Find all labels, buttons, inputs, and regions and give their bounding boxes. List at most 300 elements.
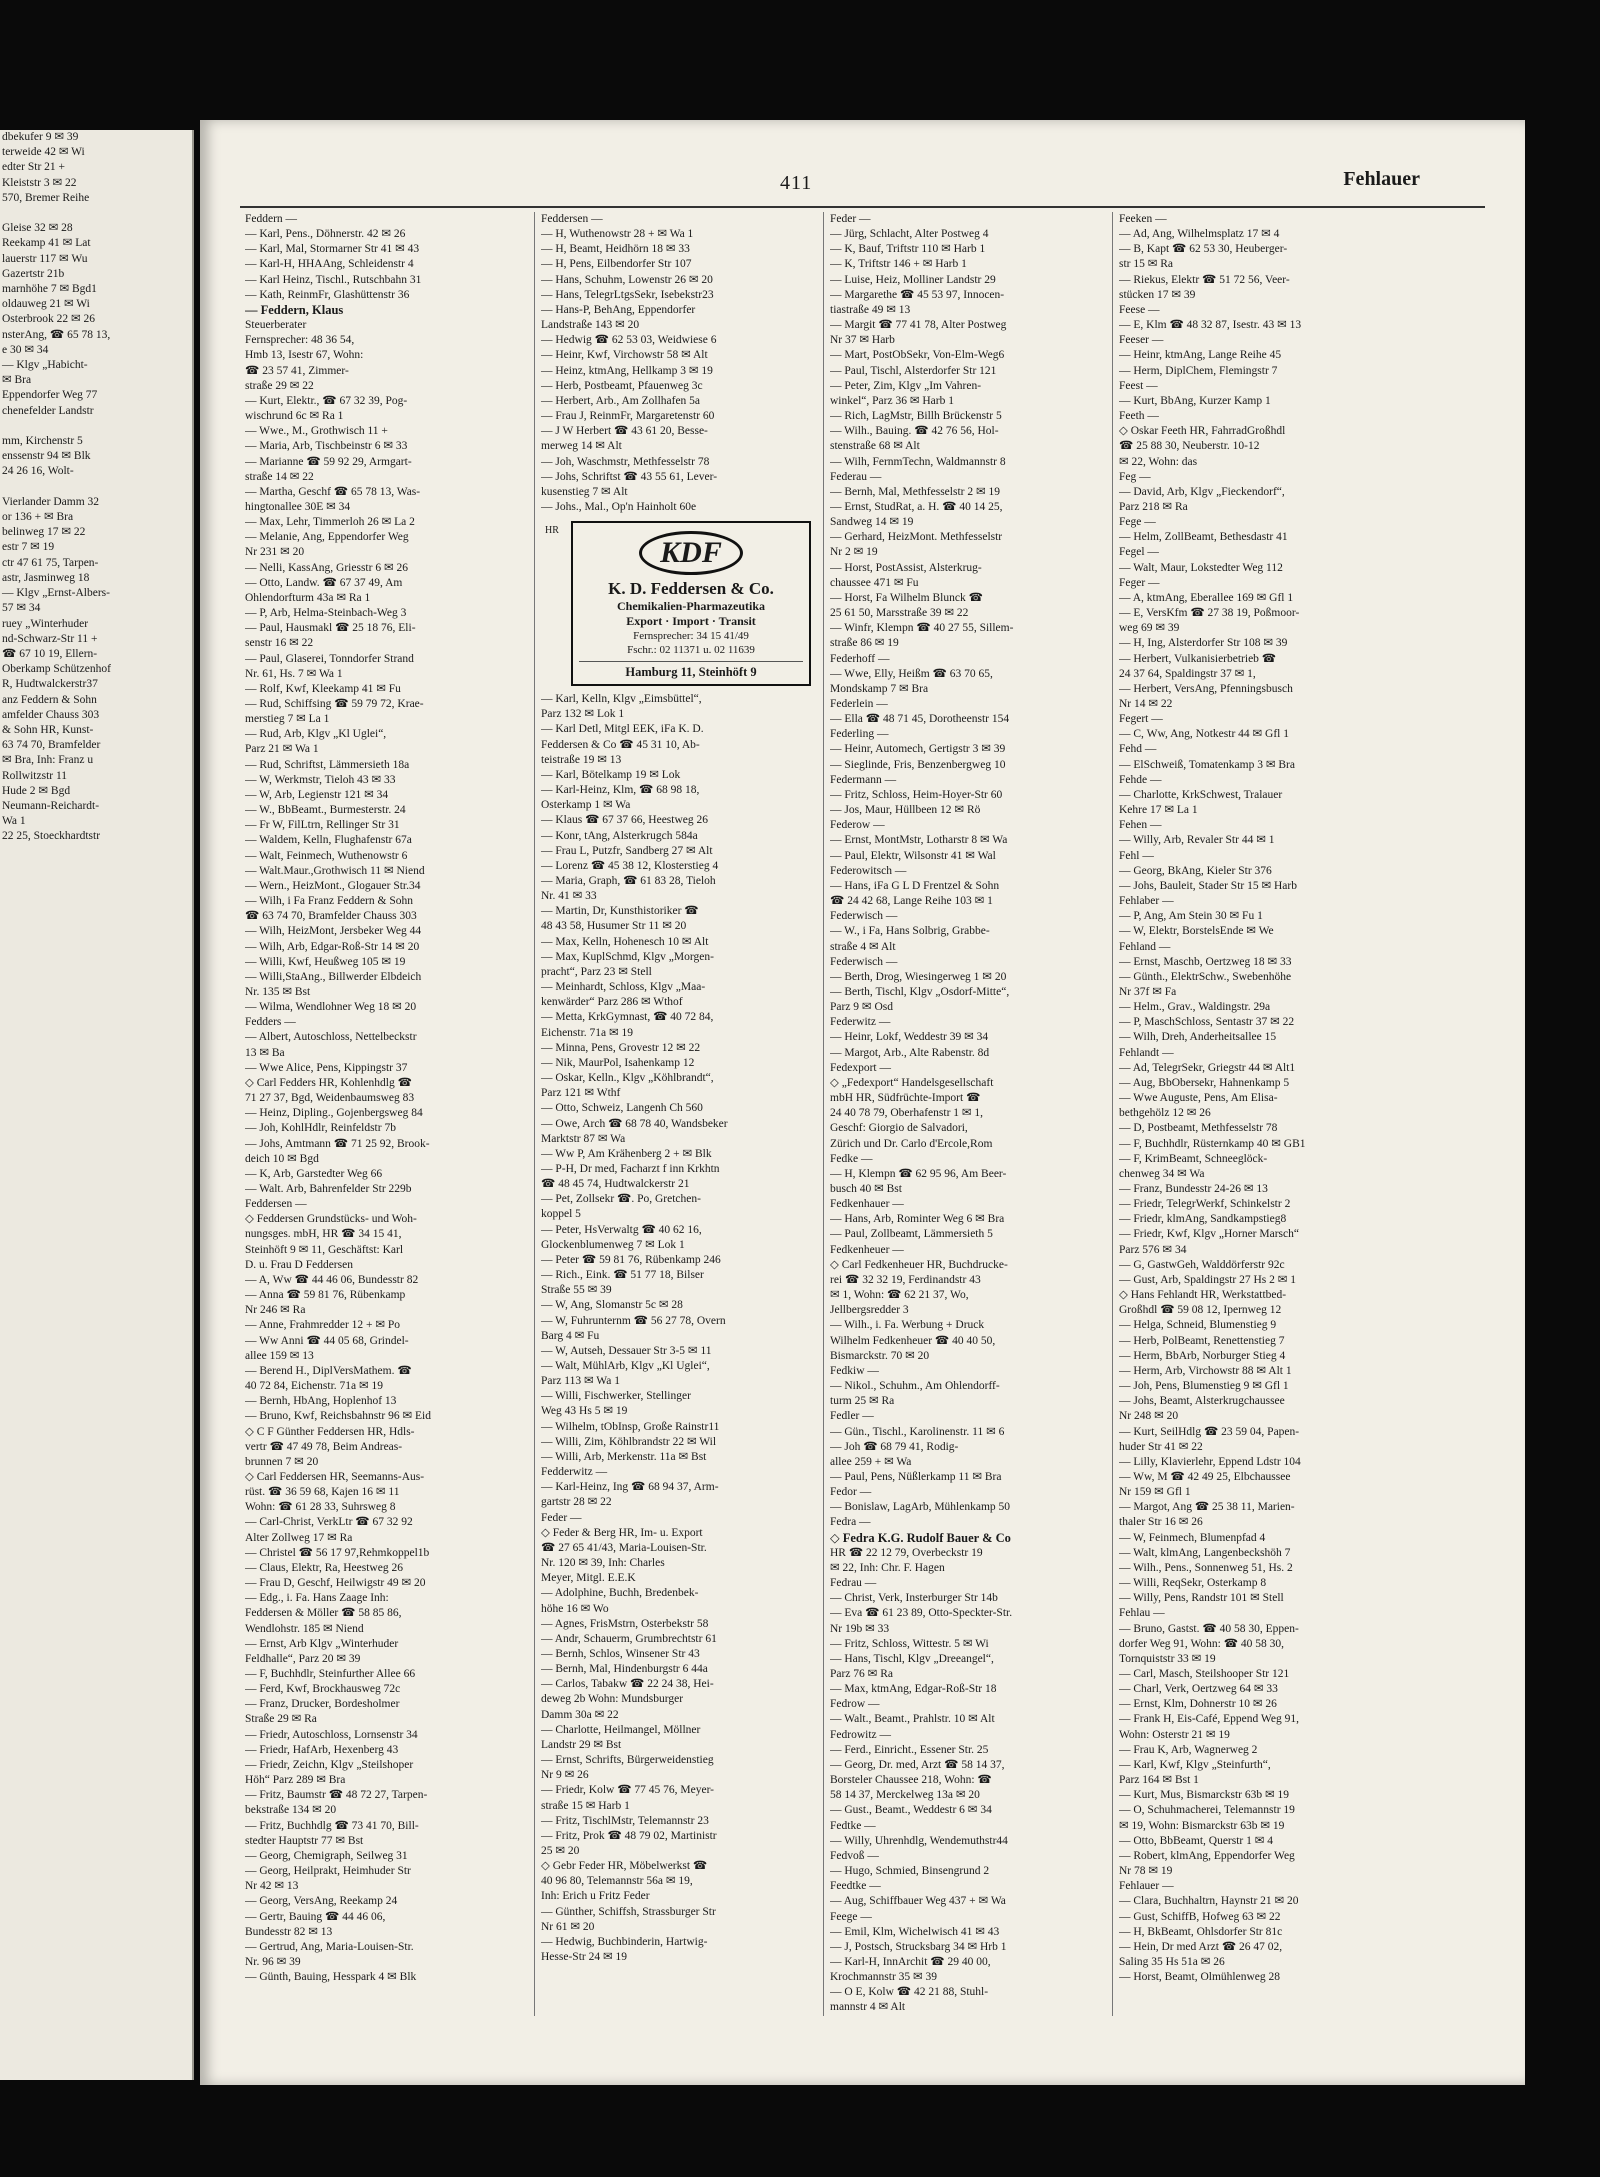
- directory-entry: — Otto, Landw. ☎ 67 37 49, Am: [245, 576, 403, 589]
- directory-entry: — Fritz, Schloss, Heim-Hoyer-Str 60: [830, 788, 1003, 801]
- directory-entry: hingtonallee 30E ✉ 34: [245, 500, 351, 513]
- left-page-line: or 136 + ✉ Bra: [2, 511, 74, 524]
- directory-entry: Feder —: [830, 213, 871, 225]
- directory-entry: — Herm, DiplChem, Flemingstr 7: [1119, 364, 1278, 377]
- directory-entry: chenweg 34 ✉ Wa: [1119, 1167, 1205, 1180]
- directory-entry: — Horst, Beamt, Olmühlenweg 28: [1119, 1971, 1280, 1984]
- directory-entry: — W, Autseh, Dessauer Str 3-5 ✉ 11: [541, 1344, 712, 1357]
- directory-entry: — Wilh, Dreh, Anderheitsallee 15: [1119, 1031, 1277, 1044]
- directory-entry: — Heinr, Automech, Gertigstr 3 ✉ 39: [830, 743, 1006, 756]
- directory-entry: — Gertr, Bauing ☎ 44 46 06,: [245, 1910, 386, 1923]
- column-2: [534, 212, 817, 2016]
- directory-entry: — Aug, BbObersekr, Hahnenkamp 5: [1119, 1076, 1290, 1089]
- directory-entry: — P, MaschSchloss, Sentastr 37 ✉ 22: [1119, 1016, 1295, 1029]
- directory-entry: — Owe, Arch ☎ 68 78 40, Wandsbeker: [541, 1117, 728, 1130]
- directory-entry: — Nelli, KassAng, Griesstr 6 ✉ 26: [245, 561, 408, 574]
- directory-entry: Federwitz —: [830, 1016, 891, 1029]
- directory-entry: 48 43 58, Husumer Str 11 ✉ 20: [541, 920, 687, 933]
- directory-entry: — Joh, Pens, Blumenstieg 9 ✉ Gfl 1: [1119, 1380, 1289, 1393]
- directory-entry: Fedkenhauer —: [830, 1198, 904, 1211]
- header-rule: [240, 206, 1485, 208]
- directory-entry: — H, Pens, Eilbendorfer Str 107: [541, 258, 692, 271]
- directory-entry: teistraße 19 ✉ 13: [541, 753, 622, 766]
- directory-entry: 24 37 64, Spaldingstr 37 ✉ 1,: [1119, 667, 1256, 680]
- directory-entry: Steuerberater: [245, 319, 307, 332]
- left-page-line: 22 25, Stoeckhardtstr: [2, 830, 101, 843]
- left-page-line: Reekamp 41 ✉ Lat: [2, 237, 91, 250]
- directory-entry: Damm 30a ✉ 22: [541, 1708, 619, 1721]
- directory-entry: Fege —: [1119, 516, 1156, 529]
- directory-entry: Nr 9 ✉ 26: [541, 1769, 589, 1782]
- directory-entry: — Rud, Schiffsing ☎ 59 79 72, Krae-: [245, 698, 424, 710]
- left-page-line: Wa 1: [2, 815, 26, 828]
- directory-entry: Nr. 120 ✉ 39, Inh: Charles: [541, 1557, 665, 1570]
- directory-entry: — Karl, Pens., Döhnerstr. 42 ✉ 26: [245, 228, 406, 241]
- directory-entry: — Willy, Arb, Revaler Str 44 ✉ 1: [1119, 834, 1275, 847]
- directory-entry: Nr 246 ✉ Ra: [245, 1304, 306, 1317]
- directory-entry: — Herbert, Arb., Am Zollhafen 5a: [541, 394, 701, 407]
- left-page-line: Hude 2 ✉ Bgd: [2, 784, 71, 797]
- directory-entry: — Anna ☎ 59 81 76, Rübenkamp: [245, 1289, 406, 1302]
- directory-entry: — Ernst, Schrifts, Bürgerweidenstieg: [541, 1754, 714, 1767]
- directory-entry: thaler Str 16 ✉ 26: [1119, 1516, 1203, 1529]
- directory-entry: Fedrau —: [830, 1577, 877, 1590]
- column-4: [1112, 212, 1395, 2016]
- directory-entry: tiastraße 49 ✉ 13: [830, 303, 911, 316]
- directory-entry: — Paul, Elektr, Wilsonstr 41 ✉ Wal: [830, 849, 996, 862]
- directory-entry: — Georg, Heilprakt, Heimhuder Str: [245, 1865, 411, 1878]
- directory-entry: — Wwe Auguste, Pens, Am Elisa-: [1119, 1092, 1278, 1105]
- directory-entry: höhe 16 ✉ Wo: [541, 1602, 609, 1615]
- directory-entry: Parz 76 ✉ Ra: [830, 1668, 893, 1680]
- directory-entry: — W, Elektr, BorstelsEnde ✉ We: [1119, 925, 1274, 938]
- directory-entry: — Paul, Zollbeamt, Lämmersieth 5: [830, 1228, 993, 1241]
- directory-entry: — Feddern, Klaus: [245, 302, 344, 317]
- directory-entry: Fernsprecher: 48 36 54,: [245, 334, 355, 347]
- directory-entry: — K, Triftstr 146 + ✉ Harb 1: [830, 258, 967, 271]
- directory-entry: — Rud, Arb, Klgv „Kl Uglei“,: [245, 728, 387, 741]
- directory-entry: ☎ 48 45 74, Hudtwalckerstr 21: [541, 1178, 690, 1191]
- directory-entry: — Günther, Schiffsh, Strassburger Str: [541, 1905, 716, 1918]
- directory-entry: — Willi, ReqSekr, Osterkamp 8: [1119, 1577, 1267, 1590]
- directory-entry: Parz 9 ✉ Osd: [830, 1001, 893, 1014]
- directory-entry: Feeth —: [1119, 410, 1159, 423]
- directory-columns: [245, 212, 1485, 2016]
- directory-entry: Saling 35 Hs 51a ✉ 26: [1119, 1955, 1225, 1968]
- directory-entry: — Paul, Pens, Nüßlerkamp 11 ✉ Bra: [830, 1470, 1002, 1483]
- directory-entry: Fehen —: [1119, 819, 1162, 832]
- directory-entry: — Johs, Amtmann ☎ 71 25 92, Brook-: [245, 1137, 430, 1150]
- directory-entry: — Hans, Tischl, Klgv „Dreeangel“,: [830, 1652, 994, 1665]
- directory-entry: — Berth, Tischl, Klgv „Osdorf-Mitte“,: [830, 985, 1010, 998]
- directory-entry: — Hein, Dr med Arzt ☎ 26 47 02,: [1119, 1940, 1283, 1953]
- directory-entry: — Karl, Kelln, Klgv „Eimsbüttel“,: [541, 693, 702, 706]
- directory-entry: allee 159 ✉ 13: [245, 1349, 314, 1362]
- directory-entry: Feddersen —: [541, 213, 603, 225]
- directory-entry: Kehre 17 ✉ La 1: [1119, 804, 1198, 817]
- directory-entry: — Wern., HeizMont., Glogauer Str.34: [245, 879, 421, 892]
- directory-entry: 40 72 84, Eichenstr. 71a ✉ 19: [245, 1380, 384, 1393]
- left-page-line: nsterAng, ☎ 65 78 13,: [2, 328, 111, 341]
- directory-entry: — Ernst, StudRat, a. H. ☎ 40 14 25,: [830, 500, 1003, 513]
- directory-entry: — Andr, Schauerm, Grumbrechtstr 61: [541, 1632, 717, 1645]
- directory-entry: — J W Herbert ☎ 43 61 20, Besse-: [541, 425, 708, 438]
- directory-entry: — F, KrimBeamt, Schneeglöck-: [1119, 1152, 1268, 1165]
- directory-entry: — Lilly, Klavierlehr, Eppend Ldstr 104: [1119, 1455, 1301, 1468]
- directory-entry: — Horst, Fa Wilhelm Blunck ☎: [830, 591, 983, 604]
- directory-entry: stenstraße 68 ✉ Alt: [830, 440, 920, 453]
- left-page-line: Neumann-Reichardt-: [2, 799, 100, 812]
- left-page-line: Oberkamp Schützenhof: [2, 663, 111, 676]
- directory-entry: — Franz, Drucker, Bordesholmer: [245, 1698, 400, 1711]
- directory-entry: — Christel ☎ 56 17 97,Rehmkoppel1b: [245, 1546, 430, 1559]
- directory-entry: — Wwe, Elly, Heißm ☎ 63 70 65,: [830, 667, 993, 680]
- directory-entry: ◇ „Fedexport“ Handelsgesellschaft: [830, 1076, 994, 1089]
- kdf-logo: KDF: [639, 531, 743, 575]
- directory-entry: — Gertrud, Ang, Maria-Louisen-Str.: [245, 1940, 414, 1953]
- directory-entry: straße 4 ✉ Alt: [830, 940, 896, 953]
- directory-entry: 71 27 37, Bgd, Weidenbaumsweg 83: [245, 1092, 415, 1105]
- directory-entry: stedter Hauptstr 77 ✉ Bst: [245, 1834, 364, 1847]
- directory-entry: — Willi, Fischwerker, Stellinger: [541, 1390, 691, 1403]
- directory-entry: — Friedr, Kolw ☎ 77 45 76, Meyer-: [541, 1784, 715, 1797]
- directory-entry: Höh“ Parz 289 ✉ Bra: [245, 1774, 346, 1787]
- directory-entry: Nr. 61, Hs. 7 ✉ Wa 1: [245, 667, 343, 680]
- directory-entry: ☎ 27 65 41/43, Maria-Louisen-Str.: [541, 1541, 707, 1554]
- directory-entry: D. u. Frau D Feddersen: [245, 1258, 353, 1271]
- directory-entry: — Fr W, FilLtrn, Rellinger Str 31: [245, 819, 400, 832]
- directory-entry: — Johs, Beamt, Alsterkrugchaussee: [1119, 1395, 1285, 1408]
- directory-entry: bethgehölz 12 ✉ 26: [1119, 1107, 1211, 1120]
- left-page-line: edter Str 21 +: [2, 161, 66, 174]
- left-page-line: belinweg 17 ✉ 22: [2, 526, 86, 539]
- directory-entry: 25 61 50, Marsstraße 39 ✉ 22: [830, 607, 969, 620]
- directory-entry: weg 69 ✉ 39: [1119, 622, 1180, 635]
- directory-entry: senstr 16 ✉ 22: [245, 637, 314, 650]
- directory-entry: — Ad, TelegrSekr, Griegstr 44 ✉ Alt1: [1119, 1061, 1296, 1074]
- directory-entry: — Rich., Eink. ☎ 51 77 18, Bilser: [541, 1269, 704, 1282]
- ad-line-1: Chemikalien-Pharmazeutika: [617, 599, 765, 614]
- directory-entry: Inh: Erich u Fritz Feder: [541, 1890, 650, 1903]
- directory-entry: — Ferd, Kwf, Brockhausweg 72c: [245, 1683, 401, 1696]
- directory-entry: — Paul, Hausmakl ☎ 25 18 76, Eli-: [245, 622, 416, 635]
- directory-entry: Zürich und Dr. Carlo d'Ercole,Rom: [830, 1137, 993, 1150]
- left-page-line: ctr 47 61 75, Tarpen-: [2, 556, 99, 569]
- directory-entry: Fedke —: [830, 1152, 873, 1165]
- directory-entry: — Bernh, Mal, Hindenburgstr 6 44a: [541, 1663, 708, 1676]
- directory-entry: — A, Ww ☎ 44 46 06, Bundesstr 82: [245, 1273, 419, 1286]
- directory-entry: Straße 29 ✉ Ra: [245, 1713, 317, 1726]
- directory-entry: — Bernh, Schlos, Winsener Str 43: [541, 1647, 700, 1660]
- left-page-line: dbekufer 9 ✉ 39: [2, 131, 79, 143]
- directory-entry: straße 29 ✉ 22: [245, 379, 314, 392]
- directory-entry: — Karl Heinz, Tischl., Rutschbahn 31: [245, 273, 422, 286]
- directory-entry: — Oskar, Kelln., Klgv „Köhlbrandt“,: [541, 1072, 714, 1085]
- directory-entry: busch 40 ✉ Bst: [830, 1183, 902, 1195]
- directory-entry: Nr 248 ✉ 20: [1119, 1410, 1179, 1423]
- directory-entry: Federau —: [830, 470, 882, 483]
- directory-entry: — Martha, Geschf ☎ 65 78 13, Was-: [245, 485, 421, 498]
- directory-entry: Feg —: [1119, 470, 1151, 483]
- left-page-line: [0, 419, 192, 434]
- directory-entry: — W., i Fa, Hans Solbrig, Grabbe-: [830, 925, 990, 938]
- directory-entry: Fegert —: [1119, 713, 1163, 726]
- directory-entry: — Wilh., Pens., Sonnenweg 51, Hs. 2: [1119, 1561, 1293, 1574]
- directory-entry: — Adolphine, Buchh, Bredenbek-: [541, 1587, 699, 1600]
- directory-entry: 25 ✉ 20: [541, 1845, 580, 1857]
- directory-entry: Federwisch —: [830, 910, 898, 923]
- directory-entry: — Carlos, Tabakw ☎ 22 24 38, Hei-: [541, 1678, 714, 1691]
- directory-entry: Feddersen —: [245, 1198, 307, 1211]
- directory-entry: — Edg., i. Fa. Hans Zaage Inh:: [245, 1592, 389, 1605]
- directory-entry: — W, Fuhrunternm ☎ 56 27 78, Overn: [541, 1314, 726, 1327]
- directory-entry: — Ernst, Maschb, Oertzweg 18 ✉ 33: [1119, 955, 1292, 968]
- directory-entry: — Hans-P, BehAng, Eppendorfer: [541, 303, 696, 316]
- directory-entry: Fedkiw —: [830, 1364, 879, 1377]
- directory-entry: — Ella ☎ 48 71 45, Dorotheenstr 154: [830, 713, 1010, 726]
- directory-entry: — W., BbBeamt., Burmesterstr. 24: [245, 804, 406, 817]
- directory-entry: — J, Postsch, Strucksbarg 34 ✉ Hrb 1: [830, 1940, 1007, 1953]
- directory-entry: Nr. 41 ✉ 33: [541, 890, 597, 903]
- directory-entry: Federlein —: [830, 698, 888, 710]
- directory-entry: — Joh, KohlHdlr, Reinfeldstr 7b: [245, 1122, 396, 1135]
- left-page-line: e 30 ✉ 34: [2, 343, 49, 356]
- directory-entry: ✉ 19, Wohn: Bismarckstr 63b ✉ 19: [1119, 1819, 1285, 1832]
- directory-entry: — Ww, M ☎ 42 49 25, Elbchaussee: [1119, 1470, 1291, 1483]
- directory-entry: — D, Postbeamt, Methfesselstr 78: [1119, 1122, 1278, 1135]
- directory-entry: — C, Ww, Ang, Notkestr 44 ✉ Gfl 1: [1119, 728, 1289, 741]
- directory-entry: Federowitsch —: [830, 864, 907, 877]
- directory-entry: — Wilh, FernmTechn, Waldmannstr 8: [830, 455, 1006, 468]
- directory-entry: Alter Zollweg 17 ✉ Ra: [245, 1531, 353, 1544]
- directory-entry: Feest —: [1119, 379, 1158, 392]
- directory-entry: ◇ Hans Fehlandt HR, Werkstattbed-: [1119, 1289, 1287, 1302]
- directory-entry: — Luise, Heiz, Molliner Landstr 29: [830, 273, 996, 286]
- directory-entry: nungsges. mbH, HR ☎ 34 15 41,: [245, 1228, 402, 1241]
- directory-entry: — Minna, Pens, Grovestr 12 ✉ 22: [541, 1041, 701, 1054]
- directory-entry: — Friedr, Kwf, Klgv „Horner Marsch“: [1119, 1228, 1299, 1241]
- directory-entry: — Helga, Schneid, Blumenstieg 9: [1119, 1319, 1277, 1332]
- directory-entry: — Ernst, Klm, Dohnerstr 10 ✉ 26: [1119, 1698, 1277, 1711]
- directory-entry: — Friedr, Zeichn, Klgv „Steilshoper: [245, 1758, 414, 1771]
- directory-entry: koppel 5: [541, 1208, 581, 1221]
- directory-entry: — Ww P, Am Krähenberg 2 + ✉ Blk: [541, 1147, 712, 1160]
- directory-entry: — H, Klempn ☎ 62 95 96, Am Beer-: [830, 1167, 1007, 1180]
- directory-entry: — Wilh., Bauing. ☎ 42 76 56, Hol-: [830, 425, 999, 438]
- directory-entry: — Fritz, Baumstr ☎ 48 72 27, Tarpen-: [245, 1789, 428, 1802]
- ad-company-name: K. D. Feddersen & Co.: [608, 579, 774, 599]
- ad-address: Hamburg 11, Steinhöft 9: [579, 661, 803, 680]
- left-page-line: 570, Bremer Reihe: [2, 191, 90, 204]
- directory-entry: pracht“, Parz 23 ✉ Stell: [541, 965, 652, 978]
- ad-phone: Fernsprecher: 34 15 41/49: [633, 630, 749, 643]
- directory-entry: — Walt., Beamt., Prahlstr. 10 ✉ Alt: [830, 1713, 995, 1726]
- directory-entry: Mondskamp 7 ✉ Bra: [830, 682, 929, 695]
- directory-entry: Nr 2 ✉ 19: [830, 546, 878, 559]
- directory-entry: — Willy, Uhrenhdlg, Wendemuthstr44: [830, 1834, 1008, 1847]
- left-page-line: terweide 42 ✉ Wi: [2, 146, 85, 159]
- column-1: [245, 212, 528, 2016]
- directory-entry: Großhdl ☎ 59 08 12, Ipernweg 12: [1119, 1304, 1282, 1317]
- directory-entry: — Karl, Mal, Stormarner Str 41 ✉ 43: [245, 243, 420, 256]
- directory-entry: — Gün., Tischl., Karolinenstr. 11 ✉ 6: [830, 1425, 1005, 1438]
- directory-entry: — Margit ☎ 77 41 78, Alter Postweg: [830, 319, 1007, 332]
- directory-entry: Feger —: [1119, 576, 1160, 589]
- directory-entry: ◇ Carl Fedkenheuer HR, Buchdrucke-: [830, 1258, 1008, 1271]
- directory-entry: 24 40 78 79, Oberhafenstr 1 ✉ 1,: [830, 1107, 984, 1120]
- directory-entry: Straße 55 ✉ 39: [541, 1284, 612, 1297]
- directory-entry: Feddersen & Möller ☎ 58 85 86,: [245, 1607, 402, 1620]
- directory-entry: Wendlohstr. 185 ✉ Niend: [245, 1622, 364, 1635]
- directory-entry: Parz 164 ✉ Bst 1: [1119, 1774, 1199, 1787]
- directory-entry: — B, Kapt ☎ 62 53 30, Heuberger-: [1119, 243, 1288, 256]
- directory-entry: — Rolf, Kwf, Kleekamp 41 ✉ Fu: [245, 682, 401, 695]
- directory-entry: Wilhelm Fedkenheuer ☎ 40 40 50,: [830, 1334, 996, 1347]
- directory-entry: — Horst, PostAssist, Alsterkrug-: [830, 561, 982, 574]
- left-page-line: ☎ 67 10 19, Ellern-: [2, 647, 98, 660]
- directory-entry: bekstraße 134 ✉ 20: [245, 1804, 337, 1817]
- directory-entry: — Bernh, Mal, Methfesselstr 2 ✉ 19: [830, 485, 1000, 498]
- directory-entry: — Heinr, Kwf, Virchowstr 58 ✉ Alt: [541, 349, 708, 362]
- directory-entry: Feedtke —: [830, 1880, 881, 1893]
- directory-entry: — K, Bauf, Triftstr 110 ✉ Harb 1: [830, 243, 986, 256]
- directory-entry: — Gust, SchiffB, Hofweg 63 ✉ 22: [1119, 1910, 1281, 1923]
- directory-entry: dorfer Weg 91, Wohn: ☎ 40 58 30,: [1119, 1637, 1285, 1650]
- directory-entry: — Wilh, HeizMont, Jersbeker Weg 44: [245, 925, 422, 938]
- directory-entry: — Frank H, Eis-Café, Eppend Weg 91,: [1119, 1713, 1299, 1726]
- directory-entry: Osterkamp 1 ✉ Wa: [541, 799, 631, 812]
- left-page-line: ✉ Bra: [2, 374, 32, 387]
- directory-entry: — Ad, Ang, Wilhelmsplatz 17 ✉ 4: [1119, 228, 1280, 241]
- directory-entry: deich 10 ✉ Bgd: [245, 1152, 319, 1165]
- directory-entry: Fedtke —: [830, 1819, 876, 1832]
- directory-entry: — Bonislaw, LagArb, Mühlenkamp 50: [830, 1501, 1011, 1514]
- left-page-line: estr 7 ✉ 19: [2, 541, 55, 554]
- directory-entry: Steinhöft 9 ✉ 11, Geschäftst: Karl: [245, 1243, 404, 1256]
- directory-entry: — Willy, Pens, Randstr 101 ✉ Stell: [1119, 1592, 1284, 1605]
- directory-entry: — Metta, KrkGymnast, ☎ 40 72 84,: [541, 1011, 714, 1024]
- directory-entry: — Hedwig, Buchbinderin, Hartwig-: [541, 1935, 708, 1948]
- directory-entry: Fedrowitz —: [830, 1728, 892, 1741]
- directory-entry: Tornquiststr 33 ✉ 19: [1119, 1652, 1216, 1665]
- directory-entry: straße 86 ✉ 19: [830, 637, 899, 650]
- directory-entry: chaussee 471 ✉ Fu: [830, 576, 919, 589]
- directory-entry: Fedra —: [830, 1516, 871, 1529]
- directory-entry: — G, GastwGeh, Walddörferstr 92c: [1119, 1258, 1285, 1271]
- directory-entry: — Bruno, Kwf, Reichsbahnstr 96 ✉ Eid: [245, 1410, 431, 1423]
- directory-entry: ◇ Oskar Feeth HR, FahrradGroßhdl: [1119, 425, 1286, 438]
- directory-entry: — Kurt, Mus, Bismarckstr 63b ✉ 19: [1119, 1789, 1289, 1802]
- left-page-line: oldauweg 21 ✉ Wi: [2, 298, 90, 311]
- directory-entry: — O E, Kolw ☎ 42 21 88, Stuhl-: [830, 1986, 989, 1999]
- directory-entry: — Walt. Arb, Bahrenfelder Str 229b: [245, 1183, 412, 1195]
- left-page-line: R, Hudtwalckerstr37: [2, 678, 98, 691]
- directory-entry: — Pet, Zollsekr ☎. Po, Gretchen-: [541, 1193, 701, 1206]
- directory-entry: — Klaus ☎ 67 37 66, Heestweg 26: [541, 814, 708, 827]
- directory-entry: — Kurt, SeilHdlg ☎ 23 59 04, Papen-: [1119, 1425, 1300, 1438]
- directory-entry: — Eva ☎ 61 23 89, Otto-Speckter-Str.: [830, 1607, 1013, 1620]
- directory-entry: Feeken —: [1119, 213, 1167, 225]
- directory-entry: — Paul, Tischl, Alsterdorfer Str 121: [830, 364, 997, 377]
- directory-entry: — Max, Lehr, Timmerloh 26 ✉ La 2: [245, 516, 415, 529]
- directory-entry: — Frau D, Geschf, Heilwigstr 49 ✉ 20: [245, 1577, 426, 1590]
- directory-entry: wischrund 6c ✉ Ra 1: [245, 410, 344, 423]
- directory-entry: Nr 37 ✉ Harb: [830, 334, 895, 347]
- left-page-line: ruey „Winterhuder: [2, 617, 89, 630]
- directory-entry: — Willi, Arb, Merkenstr. 11a ✉ Bst: [541, 1450, 707, 1463]
- directory-entry: — Peter, Zim, Klgv „Im Vahren-: [830, 379, 982, 392]
- directory-entry: — David, Arb, Klgv „Fieckendorf“,: [1119, 485, 1285, 498]
- directory-entry: Fedor —: [830, 1486, 872, 1499]
- directory-entry: ◇ Gebr Feder HR, Möbelwerkst ☎: [541, 1860, 708, 1873]
- directory-entry: — W, Ang, Slomanstr 5c ✉ 28: [541, 1299, 683, 1312]
- directory-entry: — ElSchweiß, Tomatenkamp 3 ✉ Bra: [1119, 758, 1295, 771]
- directory-entry: — Karl-H, HHAAng, Schleidenstr 4: [245, 258, 414, 271]
- directory-entry: ◇ Feder & Berg HR, Im- u. Export: [541, 1526, 703, 1539]
- directory-entry: Nr 61 ✉ 20: [541, 1920, 595, 1933]
- directory-entry: — Riekus, Elektr ☎ 51 72 56, Veer-: [1119, 273, 1290, 286]
- directory-entry: Feldhalle“, Parz 20 ✉ 39: [245, 1652, 361, 1665]
- directory-entry: ☎ 63 74 70, Bramfelder Chauss 303: [245, 910, 417, 923]
- directory-entry: Nr 42 ✉ 13: [245, 1880, 299, 1893]
- directory-entry: — E, Klm ☎ 48 32 87, Isestr. 43 ✉ 13: [1119, 319, 1302, 332]
- directory-entry: — Fritz, TischlMstr, Telemannstr 23: [541, 1814, 709, 1827]
- directory-entry: — Charl, Verk, Oertzweg 64 ✉ 33: [1119, 1683, 1278, 1696]
- directory-entry: — Friedr, Autoschloss, Lornsenstr 34: [245, 1728, 418, 1741]
- directory-entry: — Gust., Beamt., Weddestr 6 ✉ 34: [830, 1804, 992, 1817]
- directory-entry: — Gerhard, HeizMont. Methfesselstr: [830, 531, 1003, 544]
- directory-entry: — Meinhardt, Schloss, Klgv „Maa-: [541, 981, 706, 994]
- ad-side-label: HR: [545, 525, 559, 537]
- left-page-fragment: [0, 130, 194, 2080]
- directory-entry: Fedexport —: [830, 1061, 892, 1074]
- directory-entry: ✉ 1, Wohn: ☎ 62 21 37, Wo,: [830, 1289, 969, 1302]
- directory-entry: ◇ Feddersen Grundstücks- und Woh-: [245, 1213, 417, 1226]
- directory-entry: — Charlotte, KrkSchwest, Tralauer: [1119, 788, 1283, 801]
- directory-entry: HR ☎ 22 12 79, Overbeckstr 19: [830, 1546, 983, 1559]
- directory-entry: — F, Buchhdlr, Steinfurther Allee 66: [245, 1668, 416, 1680]
- directory-entry: mannstr 4 ✉ Alt: [830, 2001, 906, 2014]
- directory-entry: — Fritz, Prok ☎ 48 79 02, Martinistr: [541, 1829, 717, 1842]
- directory-entry: — Hugo, Schmied, Binsengrund 2: [830, 1865, 990, 1878]
- directory-entry: 40 96 80, Telemannstr 56a ✉ 19,: [541, 1875, 693, 1888]
- directory-entry: — Heinz, Dipling., Gojenbergsweg 84: [245, 1107, 423, 1120]
- directory-entry: kusenstieg 7 ✉ Alt: [541, 485, 628, 498]
- directory-entry: mbH HR, Südfrüchte-Import ☎: [830, 1092, 981, 1105]
- directory-entry: — Hans, iFa G L D Frentzel & Sohn: [830, 879, 1000, 892]
- directory-entry: — Max, Kelln, Hohenesch 10 ✉ Alt: [541, 935, 709, 948]
- directory-entry: — Margot, Ang ☎ 25 38 11, Marien-: [1119, 1501, 1295, 1514]
- directory-entry: — Herb, Postbeamt, Pfauenweg 3c: [541, 379, 703, 392]
- directory-entry: ◇ Carl Fedders HR, Kohlenhdlg ☎: [245, 1076, 412, 1089]
- directory-entry: Fehl —: [1119, 849, 1154, 862]
- directory-entry: 58 14 37, Merckelweg 13a ✉ 20: [830, 1789, 980, 1802]
- directory-entry: — P-H, Dr med, Facharzt f inn Krkhtn: [541, 1162, 720, 1175]
- directory-entry: brunnen 7 ✉ 20: [245, 1455, 319, 1468]
- directory-entry: deweg 2b Wohn: Mundsburger: [541, 1693, 684, 1706]
- directory-entry: — Joh ☎ 68 79 41, Rodig-: [830, 1440, 959, 1453]
- directory-entry: Landstr 29 ✉ Bst: [541, 1738, 622, 1751]
- directory-entry: — Clara, Buchhaltrn, Haynstr 21 ✉ 20: [1119, 1895, 1299, 1908]
- directory-entry: — Joh, Waschmstr, Methfesselstr 78: [541, 455, 710, 468]
- directory-entry: Parz 218 ✉ Ra: [1119, 500, 1188, 513]
- directory-entry: — Emil, Klm, Wichelwisch 41 ✉ 43: [830, 1925, 1000, 1938]
- directory-entry: — Karl-Heinz, Klm, ☎ 68 98 18,: [541, 784, 700, 797]
- directory-entry: — Frau L, Putzfr, Sandberg 27 ✉ Alt: [541, 844, 713, 857]
- left-page-line: Eppendorfer Weg 77: [2, 389, 98, 402]
- directory-entry: — Winfr, Klempn ☎ 40 27 55, Sillem-: [830, 622, 1014, 635]
- directory-entry: Hmb 13, Isestr 67, Wohn:: [245, 349, 364, 362]
